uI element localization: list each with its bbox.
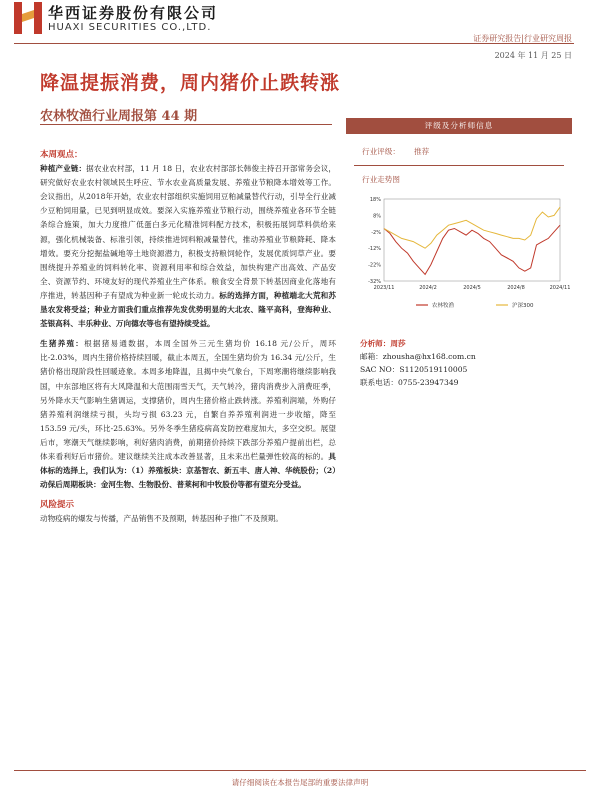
x-tick-label: 2024/2	[419, 285, 437, 291]
x-tick-label: 2023/11	[373, 285, 395, 291]
sidebar	[346, 118, 572, 389]
analyst-name: 分析师：周莎	[360, 339, 406, 348]
x-tick-label: 2024/11	[549, 285, 571, 291]
analyst-info	[360, 337, 572, 389]
trend-label: 行业走势图	[362, 175, 400, 184]
page-title: 降温提振消费，周内猪价止跌转涨	[40, 72, 341, 94]
footer-divider	[14, 770, 586, 771]
y-tick-label: -32%	[368, 279, 381, 285]
subtitle-divider	[40, 124, 332, 125]
plot-frame	[384, 199, 560, 281]
analyst-phone: 联系电话：0755-23947349	[360, 378, 459, 387]
pig-bold: 具体标的选择上，我们认为：（1）养殖板块：京基智农、新五丰、唐人神、华统股份；（2）动保后周期板块：金河生物、生物股份、普莱柯和中牧股份等都有望充分受益。	[40, 451, 336, 490]
rating-value: 推荐	[413, 147, 430, 156]
report-date: 2024 年 11 月 25 日	[494, 51, 572, 60]
company-logo	[14, 2, 264, 38]
y-tick-label: -12%	[368, 246, 381, 253]
trend-chart-svg	[356, 193, 571, 321]
sidebar-divider	[354, 165, 564, 166]
analyst-sac: SAC NO：S1120519110005	[360, 365, 468, 374]
legend-label: 沪深300	[512, 303, 534, 309]
huaxi-logo-icon	[14, 2, 42, 34]
industry-trend-chart	[356, 193, 571, 321]
logo-chinese-name: 华西证券股份有限公司	[48, 4, 219, 22]
y-tick-label: 8%	[373, 213, 381, 220]
legend-label: 农林牧渔	[432, 303, 455, 309]
series-line-csi300	[384, 207, 560, 248]
risk-heading: 风险提示	[40, 500, 75, 511]
y-tick-label: 18%	[369, 197, 381, 203]
seed-lead: 种植产业链：	[40, 164, 87, 174]
risk-text: 动物疫病的爆发与传播，产品销售不及预期，转基因种子推广不及预期。	[40, 514, 283, 524]
seed-paragraph	[40, 162, 336, 331]
main-content	[40, 148, 336, 532]
page-subtitle: 农林牧渔行业周报第 44 期	[40, 109, 198, 124]
y-tick-label: -2%	[371, 229, 381, 236]
pig-paragraph	[40, 337, 336, 492]
y-tick-label: -22%	[368, 262, 381, 269]
analyst-email: 邮箱：zhousha@hx168.com.cn	[360, 352, 476, 361]
seed-bold: 标的选择方面，种植端北大荒和苏垦农发将受益；种业方面我们重点推荐先发优势明显的大北农、隆平高科，登海种业、荃银高科、丰乐种业、万向德农等也有望持续受益。	[40, 290, 337, 329]
industry-rating	[362, 146, 572, 157]
x-tick-label: 2024/8	[507, 285, 525, 291]
footer-disclaimer: 请仔细阅读在本报告尾部的重要法律声明	[231, 778, 369, 787]
rating-label: 行业评级：	[362, 147, 400, 156]
sidebar-header: 评级及分析师信息	[346, 118, 572, 134]
seed-text: 据农业农村部，11 月 18 日，农业农村部部长韩俊主持召开部常务会议，研究做好农业农村领域民生呼应、节水农业高质量发展、养殖业节粮降本增效等工作。会议指出，从2018年开始，农业农村部组织实施饲用豆粕减量替代行动，引导全行业减少豆粕饲用量，已见到明显成效。要深入实施养殖业节粮行动，围绕养殖业各环节全链条综合施策，加大力度推广低蛋白多元化精准饲料配方技术，积极拓展饲草料供给来源，强化机械装备、标准引领，持续推进饲料粮减量替代，推动养殖业节粮降耗、降本增效。要充分挖掘盐碱地等土地资源潜力，积极支持粮饲轮作，发展优质饲草产业。要围绕提升养殖业的饲料转化率、资源利用率和综合效益，加快构建产出高效、产品安全、资源节约、环境友好的现代养殖业生产体系。粮食安全背景下转基因商业化落地有序推进，转基因种子有望成为种业新一轮成长动力。	[40, 164, 336, 300]
header-divider	[14, 43, 574, 44]
summary-heading: 本周观点：	[40, 150, 83, 160]
report-type: 证券研究报告|行业研究周报	[473, 34, 572, 43]
pig-lead: 生猪养殖：	[40, 339, 85, 349]
logo-english-name: HUAXI SECURITIES CO.,LTD.	[48, 22, 212, 33]
pig-text: 根据猪易通数据，本周全国外三元生猪均价 16.18 元/公斤，周环比-2.03%，周内生猪价格持续回暖，截止本周五，全国生猪均价为 16.34 元/公斤，生猪价格出现阶段性回暖迹象。本周多地降温，且揭中央气象台，下周寒潮将继续影响我国，中东部地区将有大风降温和大范围雨雪天气，天气转冷，猪肉消费步入消费旺季，另外降水天气影响生猪调运，支撑猪价，周内生猪价格止跌转涨。养殖利润端，外购仔猪养殖利润继续亏损，头均亏损 63.23 元，自繁自养养殖利润进一步收缩，降至153.59 元/头，环比-25.63%。另外冬季生猪疫病高发防控难度加大，多空交织。展望后市，寒潮天气继续影响，利好猪肉消费，前期猪价持续下跌部分养殖户提前出栏，总体来看利好后市猪价。建议继续关注成本改善显著，且未来出栏量弹性较高的标的。	[40, 339, 337, 461]
x-tick-label: 2024/5	[463, 285, 481, 291]
series-line-agriculture	[384, 225, 560, 274]
